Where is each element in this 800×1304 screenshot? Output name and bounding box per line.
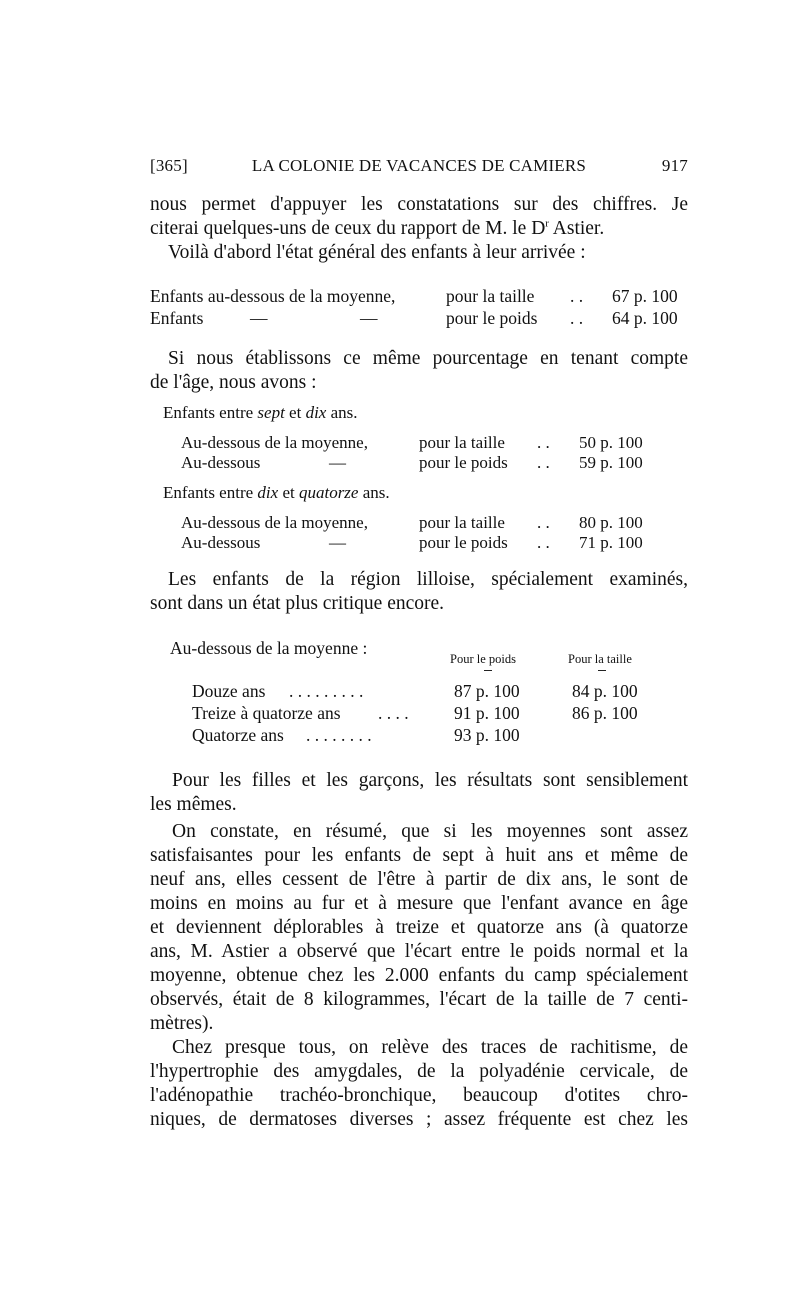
row-value: 67 p. 100 xyxy=(612,286,678,306)
italic-word: quatorze xyxy=(298,483,359,502)
italic-word: sept xyxy=(257,403,285,422)
text-line: moyenne, obtenue chez les 2.000 enfants du camp spécialement xyxy=(150,965,688,986)
page-number: 917 xyxy=(661,156,688,175)
text-fragment: ans. xyxy=(358,483,390,502)
table-row xyxy=(150,307,690,329)
text-line: Les enfants de la région lilloise, spécialement examinés, xyxy=(168,569,688,590)
text-line: ans, M. Astier a observé que l'écart entre le poids normal et la xyxy=(150,941,688,962)
value-poids: 91 p. 100 xyxy=(454,703,520,723)
text-line: l'hypertrophie des amygdales, de la polyadénie cervicale, de xyxy=(150,1061,688,1082)
text-line: satisfaisantes pour les enfants de sept à huit ans et même de xyxy=(150,845,688,866)
row-label: Au-dessous xyxy=(181,453,261,472)
row-label: Au-dessous de la moyenne, xyxy=(181,513,368,532)
value-poids: 87 p. 100 xyxy=(454,681,520,701)
table-row xyxy=(181,433,661,453)
value-taille: 86 p. 100 xyxy=(572,703,638,723)
row-dots: . . xyxy=(570,308,584,328)
text-line: Chez presque tous, on relève des traces de rachitisme, de xyxy=(172,1037,688,1058)
row-measure: pour le poids xyxy=(446,308,538,328)
column-rule xyxy=(484,670,492,671)
superscript: r xyxy=(545,217,549,230)
row-label: Enfants au-dessous de la moyenne, xyxy=(150,286,396,306)
row-value: 59 p. 100 xyxy=(579,453,643,472)
row-dots: . . . . xyxy=(378,703,409,723)
column-rule xyxy=(598,670,606,671)
row-label: Au-dessous xyxy=(181,533,261,552)
ditto-mark: — xyxy=(250,308,268,328)
table-row xyxy=(192,680,662,702)
italic-word: dix xyxy=(257,483,279,502)
row-dots: . . xyxy=(537,433,550,452)
text-fragment: ans. xyxy=(326,403,358,422)
text-fragment: citerai quelques-uns de ceux du rapport de M. le D xyxy=(150,218,546,239)
paragraph-pathologies xyxy=(150,1036,688,1132)
table-age-10-14 xyxy=(181,513,661,553)
row-label: Enfants xyxy=(150,308,204,328)
page-ref-left: [365] xyxy=(150,156,188,175)
text-line: nous permet d'appuyer les constatations sur des chiffres. Je xyxy=(150,194,688,215)
text-line: mètres). xyxy=(150,1013,214,1034)
text-line: observés, était de 8 kilogrammes, l'écart de la taille de 7 centi- xyxy=(150,989,688,1010)
ditto-mark: — xyxy=(360,308,378,328)
value-taille: 84 p. 100 xyxy=(572,681,638,701)
row-dots: . . . . . . . . xyxy=(306,725,372,745)
row-value: 71 p. 100 xyxy=(579,533,643,552)
italic-word: dix xyxy=(305,403,327,422)
text-line: neuf ans, elles cessent de l'être à partir de dix ans, le sont de xyxy=(150,869,688,890)
text-line: moins en moins au fur et à mesure que l'enfant avance en âge xyxy=(150,893,688,914)
text-line: On constate, en résumé, que si les moyennes sont assez xyxy=(172,821,688,842)
row-dots: . . xyxy=(537,533,550,552)
ditto-mark: — xyxy=(329,533,346,552)
table-row xyxy=(181,453,661,473)
text-line: de l'âge, nous avons : xyxy=(150,372,317,393)
row-measure: pour le poids xyxy=(419,453,508,472)
age-group-label xyxy=(163,483,390,503)
row-measure: pour la taille xyxy=(419,513,505,532)
column-header-taille: Pour la taille xyxy=(568,652,632,666)
text-line: Si nous établissons ce même pourcentage en tenant compte xyxy=(168,348,688,369)
column-header-poids: Pour le poids xyxy=(450,652,516,666)
table-lille xyxy=(192,680,662,746)
row-label: Quatorze ans xyxy=(192,725,284,745)
row-label: Treize à quatorze ans xyxy=(192,703,341,723)
running-header xyxy=(150,156,688,180)
text-line: les mêmes. xyxy=(150,794,237,815)
table-row xyxy=(192,724,662,746)
paragraph-lille xyxy=(150,568,688,616)
row-measure: pour la taille xyxy=(446,286,535,306)
text-fragment: Enfants entre xyxy=(163,483,258,502)
table-row xyxy=(192,702,662,724)
table-row xyxy=(150,285,690,307)
row-measure: pour le poids xyxy=(419,533,508,552)
row-dots: . . xyxy=(570,286,584,306)
row-label: Au-dessous de la moyenne, xyxy=(181,433,368,452)
row-dots: . . . . . . . . . xyxy=(289,681,364,701)
text-line: l'adénopathie trachéo-bronchique, beaucoup d'otites chro- xyxy=(150,1085,688,1106)
text-line: Voilà d'abord l'état général des enfants à leur arrivée : xyxy=(168,242,586,263)
paragraph-summary xyxy=(150,820,688,1036)
table-lille-label: Au-dessous de la moyenne : xyxy=(170,638,368,658)
table-general-state xyxy=(150,285,690,329)
row-label: Douze ans xyxy=(192,681,266,701)
text-fragment: et xyxy=(284,403,306,422)
paragraph-girls-boys xyxy=(150,769,688,817)
age-group-label xyxy=(163,403,358,423)
row-dots: . . xyxy=(537,453,550,472)
paragraph-age xyxy=(150,347,688,395)
text-line: sont dans un état plus critique encore. xyxy=(150,593,445,614)
text-line xyxy=(150,217,688,241)
row-value: 50 p. 100 xyxy=(579,433,643,452)
text-fragment: et xyxy=(278,483,299,502)
value-poids: 93 p. 100 xyxy=(454,725,520,745)
row-measure: pour la taille xyxy=(419,433,505,452)
text-fragment: Enfants entre xyxy=(163,403,258,422)
text-line: et deviennent déplorables à treize et quatorze ans (à quatorze xyxy=(150,917,688,938)
text-fragment: Astier. xyxy=(548,218,605,239)
table-row xyxy=(181,513,661,533)
text-line: niques, de dermatoses diverses ; assez fréquente est chez les xyxy=(150,1109,688,1130)
table-row xyxy=(181,533,661,553)
row-value: 64 p. 100 xyxy=(612,308,678,328)
intro-paragraph xyxy=(150,193,688,265)
running-title: LA COLONIE DE VACANCES DE CAMIERS xyxy=(251,156,587,175)
table-age-7-10 xyxy=(181,433,661,473)
text-line: Pour les filles et les garçons, les résultats sont sensiblement xyxy=(172,770,688,791)
row-dots: . . xyxy=(537,513,550,532)
ditto-mark: — xyxy=(329,453,346,472)
row-value: 80 p. 100 xyxy=(579,513,643,532)
